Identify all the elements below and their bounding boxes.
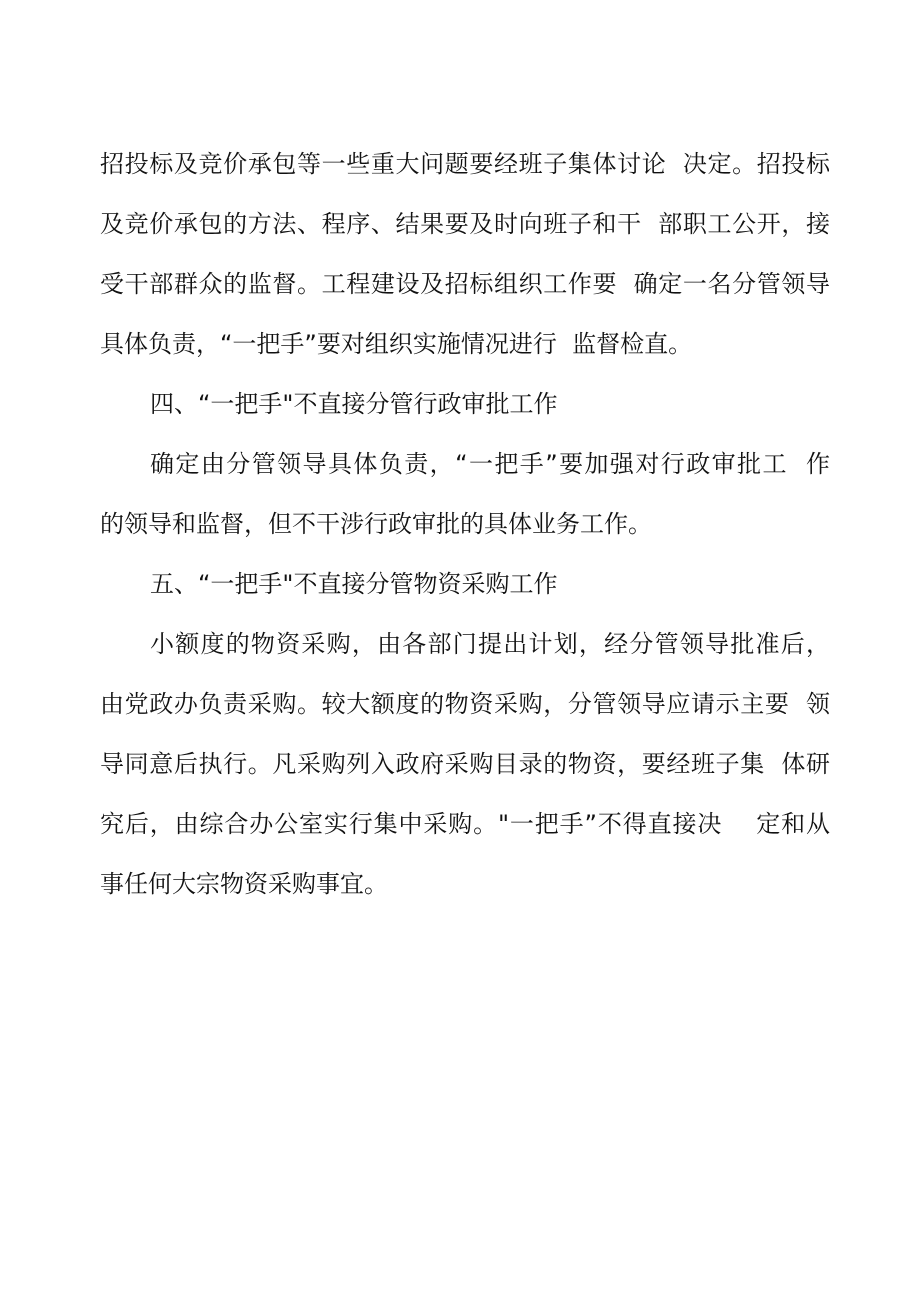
body-line-7: 的领导和监督，但不干涉行政审批的具体业务工作。 xyxy=(100,510,652,538)
body-line-6: 确定由分管领导具体负责，“一把手”要加强对行政审批工 作 xyxy=(150,450,830,478)
body-line-3: 受干部群众的监督。工程建设及招标组织工作要 确定一名分管领导 xyxy=(100,270,830,298)
body-line-11: 导同意后执行。凡采购列入政府采购目录的物资，要经班子集 体研 xyxy=(100,750,830,778)
section-heading-5: 五、“一把手"不直接分管物资采购工作 xyxy=(150,570,558,598)
body-line-12: 究后，由综合办公室实行集中采购。"一把手”不得直接决 定和从 xyxy=(100,810,830,838)
body-line-2: 及竞价承包的方法、程序、结果要及时向班子和干 部职工公开，接 xyxy=(100,210,830,238)
body-line-4: 具体负责，“一把手”要对组织实施情况进行 监督检直。 xyxy=(100,330,693,358)
body-line-13: 事任何大宗物资采购事宜。 xyxy=(100,870,388,898)
section-heading-4: 四、“一把手"不直接分管行政审批工作 xyxy=(150,390,558,418)
body-line-9: 小额度的物资采购，由各部门提出计划，经分管领导批准后， xyxy=(150,630,830,658)
document-body xyxy=(100,144,830,924)
body-line-10: 由党政办负责采购。较大额度的物资采购，分管领导应请示主要 领 xyxy=(100,690,830,718)
body-line-1: 招投标及竞价承包等一些重大问题要经班子集体讨论 决定。招投标 xyxy=(100,150,830,178)
